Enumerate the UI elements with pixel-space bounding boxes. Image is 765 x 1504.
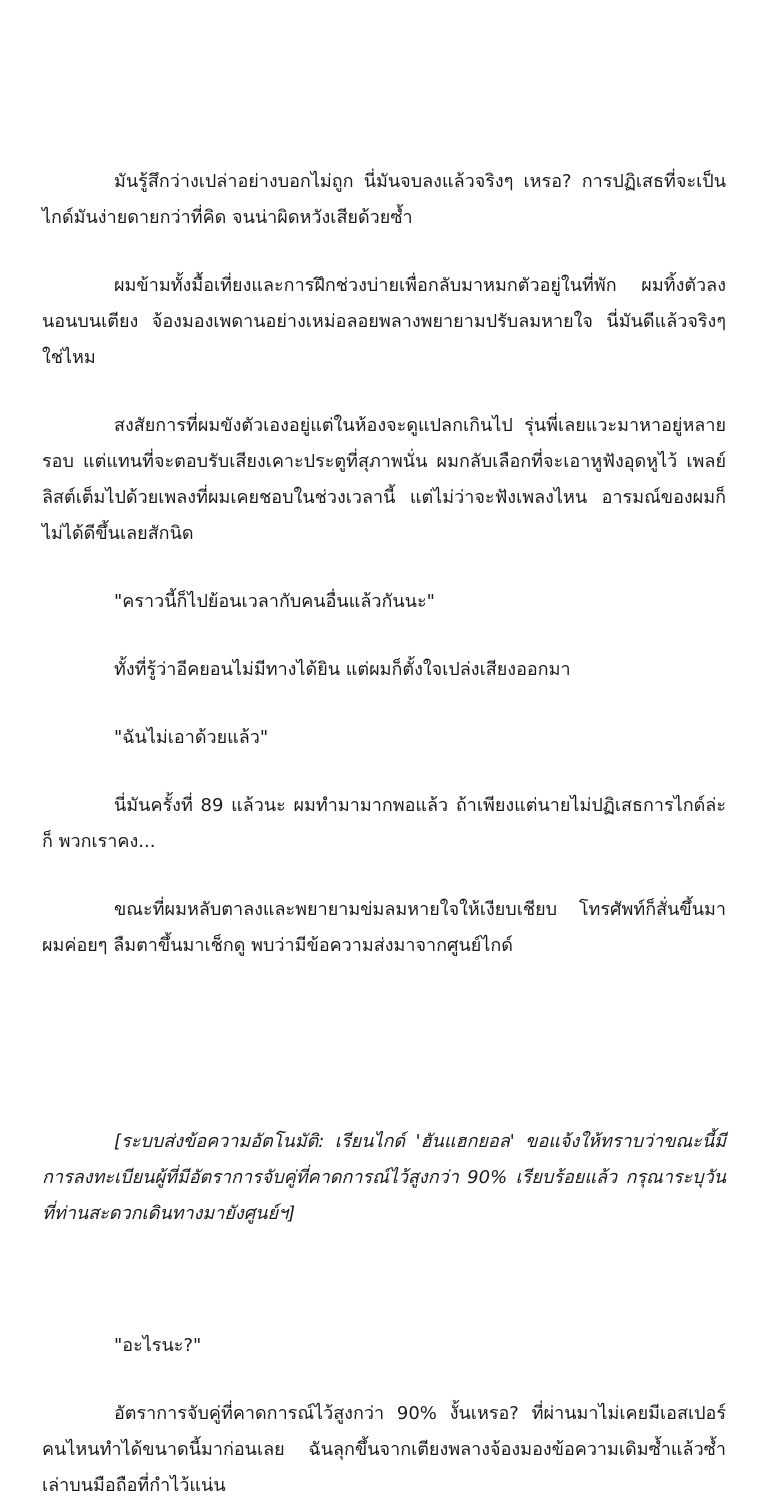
paragraph-2: ผมข้ามทั้งมื้อเที่ยงและการฝึกช่วงบ่ายเพื่อกลับมาหมกตัวอยู่ในที่พัก ผมทิ้งตัวลงนอนบนเตียง จ้องมองเพดานอย่างเหม่อลอยพลางพยายามปรับลมหายใจ นี่มันดีแล้วจริงๆ ใช่ไหม [42, 275, 726, 368]
paragraph-4: ทั้งที่รู้ว่าอีคยอนไม่มีทางได้ยิน แต่ผมก็ตั้งใจเปล่งเสียงออกมา [114, 659, 571, 680]
paragraph-7: อัตราการจับคู่ที่คาดการณ์ไว้สูงกว่า 90% งั้นเหรอ? ที่ผ่านมาไม่เคยมีเอสเปอร์คนไหนทำได้ขนาดนี้มาก่อนเลย ฉันลุกขึ้นจากเตียงพลางจ้องมองข้อความเดิมซ้ำแล้วซ้ำเล่าบนมือถือที่กำไว้แน่น [42, 1403, 726, 1496]
dialogue-1: "คราวนี้ก็ไปย้อนเวลากับคนอื่นแล้วกันนะ" [114, 591, 435, 612]
paragraph-1: มันรู้สึกว่างเปล่าอย่างบอกไม่ถูก นี่มันจบลงแล้วจริงๆ เหรอ? การปฏิเสธที่จะเป็นไกด์มันง่ายดายกว่าที่คิด จนน่าผิดหวังเสียด้วยซ้ำ [42, 171, 726, 228]
dialogue-2: "ฉันไม่เอาด้วยแล้ว" [114, 727, 269, 748]
paragraph-6: ขณะที่ผมหลับตาลงและพยายามข่มลมหายใจให้เงียบเชียบ โทรศัพท์ก็สั่นขึ้นมา ผมค่อยๆ ลืมตาขึ้นมาเช็กดู พบว่ามีข้อความส่งมาจากศูนย์ไกด์ [42, 899, 726, 956]
paragraph-5: นี่มันครั้งที่ 89 แล้วนะ ผมทำมามากพอแล้ว ถ้าเพียงแต่นายไม่ปฏิเสธการไกด์ล่ะก็ พวกเราคง... [42, 795, 726, 852]
dialogue-3: "อะไรนะ?" [114, 1335, 202, 1356]
system-message: [ระบบส่งข้อความอัตโนมัติ: เรียนไกด์ 'ฮันแฮกยอล' ขอแจ้งให้ทราบว่าขณะนี้มีการลงทะเบียนผู้ที่มีอัตราการจับคู่ที่คาดการณ์ไว้สูงกว่า 90% เรียบร้อยแล้ว กรุณาระบุวันที่ท่านสะดวกเดินทางมายังศูนย์ฯ] [42, 1131, 726, 1224]
paragraph-3: สงสัยการที่ผมขังตัวเองอยู่แต่ในห้องจะดูแปลกเกินไป รุ่นพี่เลยแวะมาหาอยู่หลายรอบ แต่แทนที่จะตอบรับเสียงเคาะประตูที่สุภาพนั่น ผมกลับเลือกที่จะเอาหูฟังอุดหูไว้ เพลย์ลิสต์เต็มไปด้วยเพลงที่ผมเคยชอบในช่วงเวลานี้ แต่ไม่ว่าจะฟังเพลงไหน อารมณ์ของผมก็ไม่ได้ดีขึ้นเลยสักนิด [42, 415, 726, 544]
